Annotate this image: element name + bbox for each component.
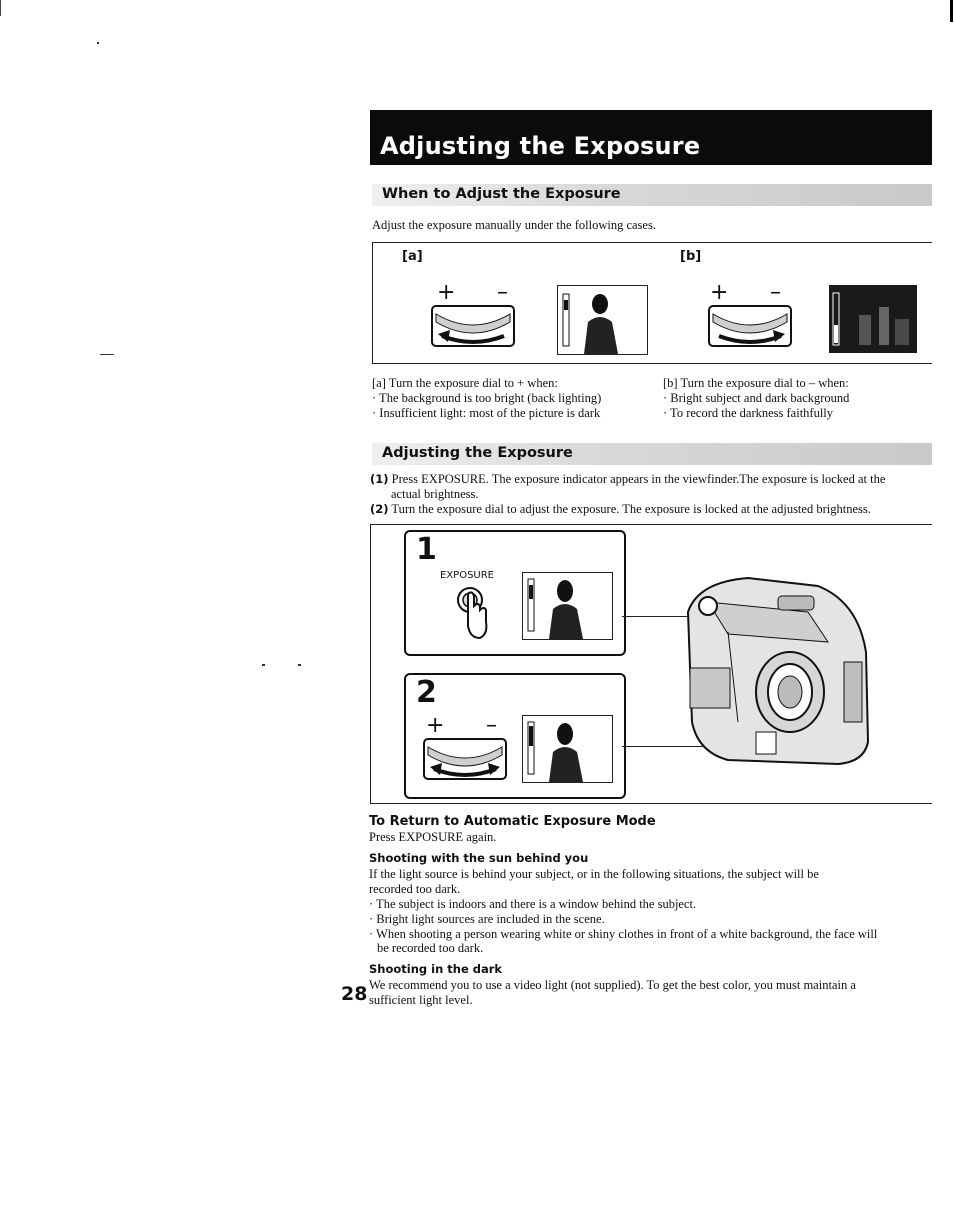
list-item: · Insufficient light: most of the picture is dark <box>372 406 601 420</box>
finger-press-button-icon <box>450 586 494 646</box>
minus-sign-step2: – <box>486 713 497 738</box>
step-2 <box>370 502 932 517</box>
list-item: · When shooting a person wearing white or shiny clothes in front of a white background, the face will <box>369 927 878 941</box>
section-heading-adjusting-label: Adjusting the Exposure <box>382 445 573 461</box>
list-item: · Bright light sources are included in the scene. <box>369 912 605 926</box>
section-heading-when-label: When to Adjust the Exposure <box>382 186 621 202</box>
column-b <box>663 376 933 421</box>
step2-panel <box>404 673 626 799</box>
step-1-number: (1) <box>370 472 389 486</box>
list-item: · Bright subject and dark background <box>663 391 850 405</box>
section-heading-when <box>372 184 932 206</box>
figure1-bottom-rule <box>372 363 932 364</box>
step1-panel-number: 1 <box>416 532 437 567</box>
camcorder-illustration <box>668 572 874 768</box>
step1-panel <box>404 530 626 656</box>
step-1-text: Press EXPOSURE. The exposure indicator appears in the viewfinder.The exposure is locked at the <box>391 472 886 486</box>
scan-mark <box>298 664 301 666</box>
viewfinder-image-step2 <box>522 715 613 783</box>
list-item: · The background is too bright (back lighting) <box>372 391 602 405</box>
dark-heading: Shooting in the dark <box>369 962 503 976</box>
sun-behind-line2: recorded too dark. <box>369 882 461 896</box>
sun-behind-heading: Shooting with the sun behind you <box>369 851 589 865</box>
viewfinder-image-step1 <box>522 572 613 640</box>
step-2-text: Turn the exposure dial to adjust the exposure. The exposure is locked at the adjusted brightness. <box>391 502 871 516</box>
dark-line2: sufficient light level. <box>369 993 473 1007</box>
step2-panel-number: 2 <box>416 675 437 710</box>
column-a-lead-text: Turn the exposure dial to + when: <box>388 376 558 390</box>
page-edge-mark <box>950 0 953 22</box>
minus-sign-b: – <box>770 280 781 305</box>
intro-text: Adjust the exposure manually under the following cases. <box>372 218 656 232</box>
exposure-dial-b-icon <box>705 300 795 352</box>
auto-mode-text: Press EXPOSURE again. <box>369 830 497 844</box>
step-1 <box>370 472 932 487</box>
plus-sign-step2: + <box>426 713 445 738</box>
page-number: 28 <box>341 983 368 1005</box>
column-b-tag: [b] <box>663 376 678 390</box>
column-a-tag: [a] <box>372 376 386 390</box>
column-b-lead-text: Turn the exposure dial to – when: <box>680 376 849 390</box>
exposure-dial-a-icon <box>428 300 518 352</box>
viewfinder-image-a <box>557 285 648 355</box>
figure1-left-rule <box>372 242 373 364</box>
minus-sign-a: – <box>497 280 508 305</box>
scan-mark <box>100 354 114 355</box>
plus-sign-b: + <box>710 280 729 305</box>
page-edge-mark-left <box>0 0 1 16</box>
list-item-continued: be recorded too dark. <box>377 941 484 955</box>
figure2-bottom-rule <box>370 803 932 804</box>
dark-line1: We recommend you to use a video light (not supplied). To get the best color, you must maintain a <box>369 978 856 992</box>
exposure-dial-step2-icon <box>420 733 510 785</box>
auto-mode-heading: To Return to Automatic Exposure Mode <box>369 814 656 829</box>
figure2-left-rule <box>370 524 371 804</box>
page-title: Adjusting the Exposure <box>380 132 701 160</box>
scan-mark <box>97 42 99 44</box>
figure1-top-rule <box>372 242 932 243</box>
scan-mark <box>262 664 265 666</box>
sun-behind-line1: If the light source is behind your subject, or in the following situations, the subject will be <box>369 867 819 881</box>
viewfinder-image-b <box>829 285 917 353</box>
page-title-bar <box>370 110 932 165</box>
list-item: · To record the darkness faithfully <box>663 406 834 420</box>
column-a-lead <box>372 376 652 391</box>
exposure-button-label: EXPOSURE <box>440 570 495 581</box>
list-item: · The subject is indoors and there is a window behind the subject. <box>369 897 697 911</box>
figure-b-label: [b] <box>680 249 702 264</box>
plus-sign-a: + <box>437 280 456 305</box>
step-1-continued: actual brightness. <box>391 487 479 501</box>
section-heading-adjusting <box>372 443 932 465</box>
column-a <box>372 376 652 421</box>
figure-a-label: [a] <box>402 249 423 264</box>
step-2-number: (2) <box>370 502 389 516</box>
figure2-top-rule <box>370 524 932 525</box>
column-b-lead <box>663 376 933 391</box>
